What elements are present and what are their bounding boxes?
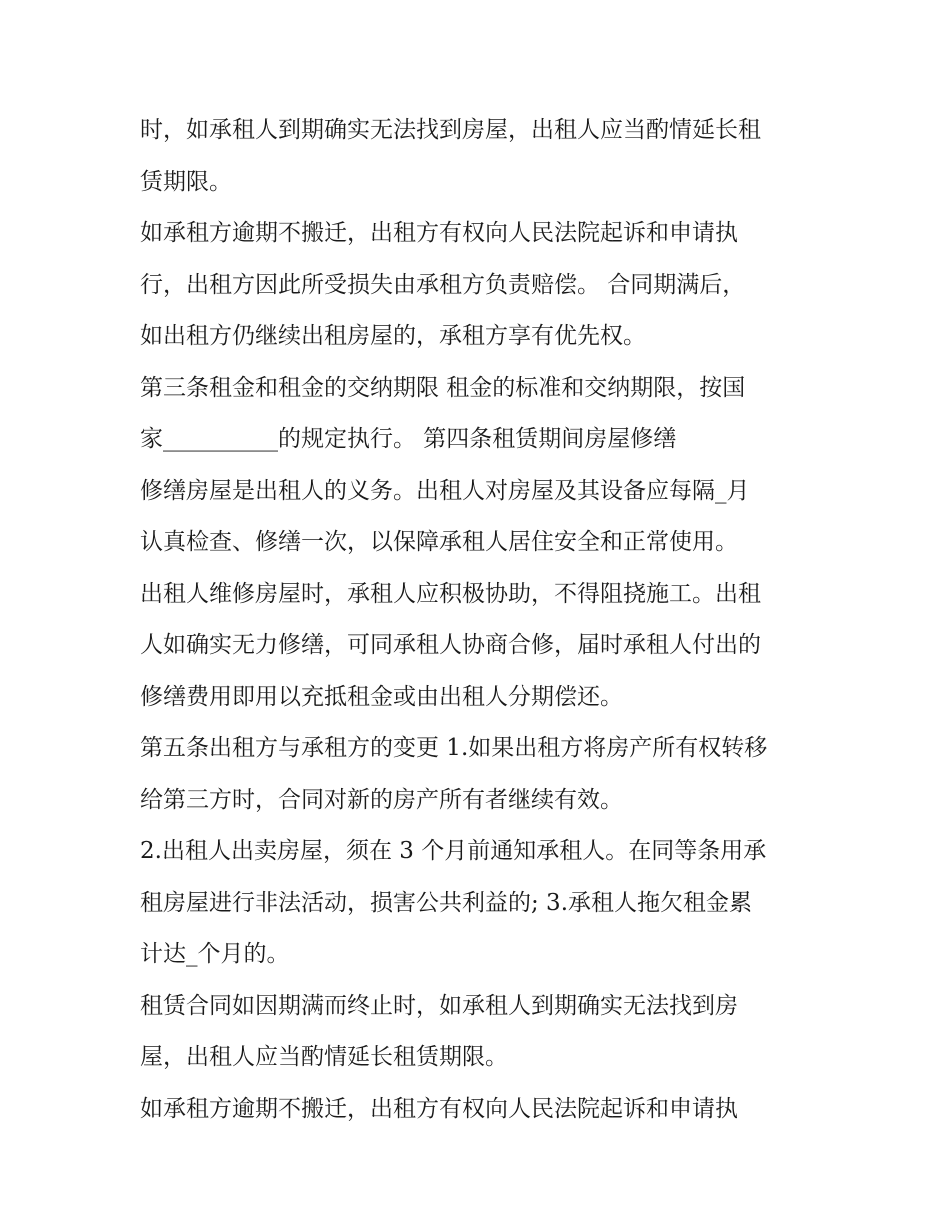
text-line: 修缮费用即用以充抵租金或由出租人分期偿还。 [140,683,623,710]
text-line: 家__________的规定执行。 第四条租赁期间房屋修缮 [140,426,677,452]
text-line: 人如确实无力修缮，可同承租人协商合修，届时承租人付出的 [140,632,761,658]
text-line: 如承租方逾期不搬迁，出租方有权向人民法院起诉和申请执 [140,1095,738,1122]
text-line: 行，出租方因此所受损失由承租方负责赔偿。 合同期满后， [140,271,746,298]
text-line: 屋，出租人应当酌情延长租赁期限。 [140,1044,508,1070]
text-line: 出租人维修房屋时，承租人应积极协助，不得阻挠施工。出租 [140,580,761,607]
text-line: 租房屋进行非法活动，损害公共利益的; 3.承租人拖欠租金累 [140,889,753,916]
text-line: 2.出租人出卖房屋，须在 3 个月前通知承租人。在同等条用承 [140,838,767,864]
text-line: 给第三方时，合同对新的房产所有者继续有效。 [140,786,623,813]
text-line: 第五条出租方与承租方的变更 1.如果出租方将房产所有权转移 [140,735,768,761]
text-line: 时，如承租人到期确实无法找到房屋，出租人应当酌情延长租 [140,117,761,143]
document-body [140,105,820,1135]
text-line: 认真检查、修缮一次，以保障承租人居住安全和正常使用。 [140,529,738,555]
text-line: 计达_个月的。 [140,941,290,967]
text-line: 如承租方逾期不搬迁，出租方有权向人民法院起诉和申请执 [140,220,738,246]
text-line: 修缮房屋是出租人的义务。出租人对房屋及其设备应每隔_月 [140,477,750,504]
text-line: 租赁合同如因期满而终止时，如承租人到期确实无法找到房 [140,992,738,1019]
text-line: 如出租方仍继续出租房屋的，承租方享有优先权。 [140,323,646,349]
text-line: 第三条租金和租金的交纳期限 租金的标准和交纳期限，按国 [140,374,746,401]
text-line: 赁期限。 [140,168,232,195]
